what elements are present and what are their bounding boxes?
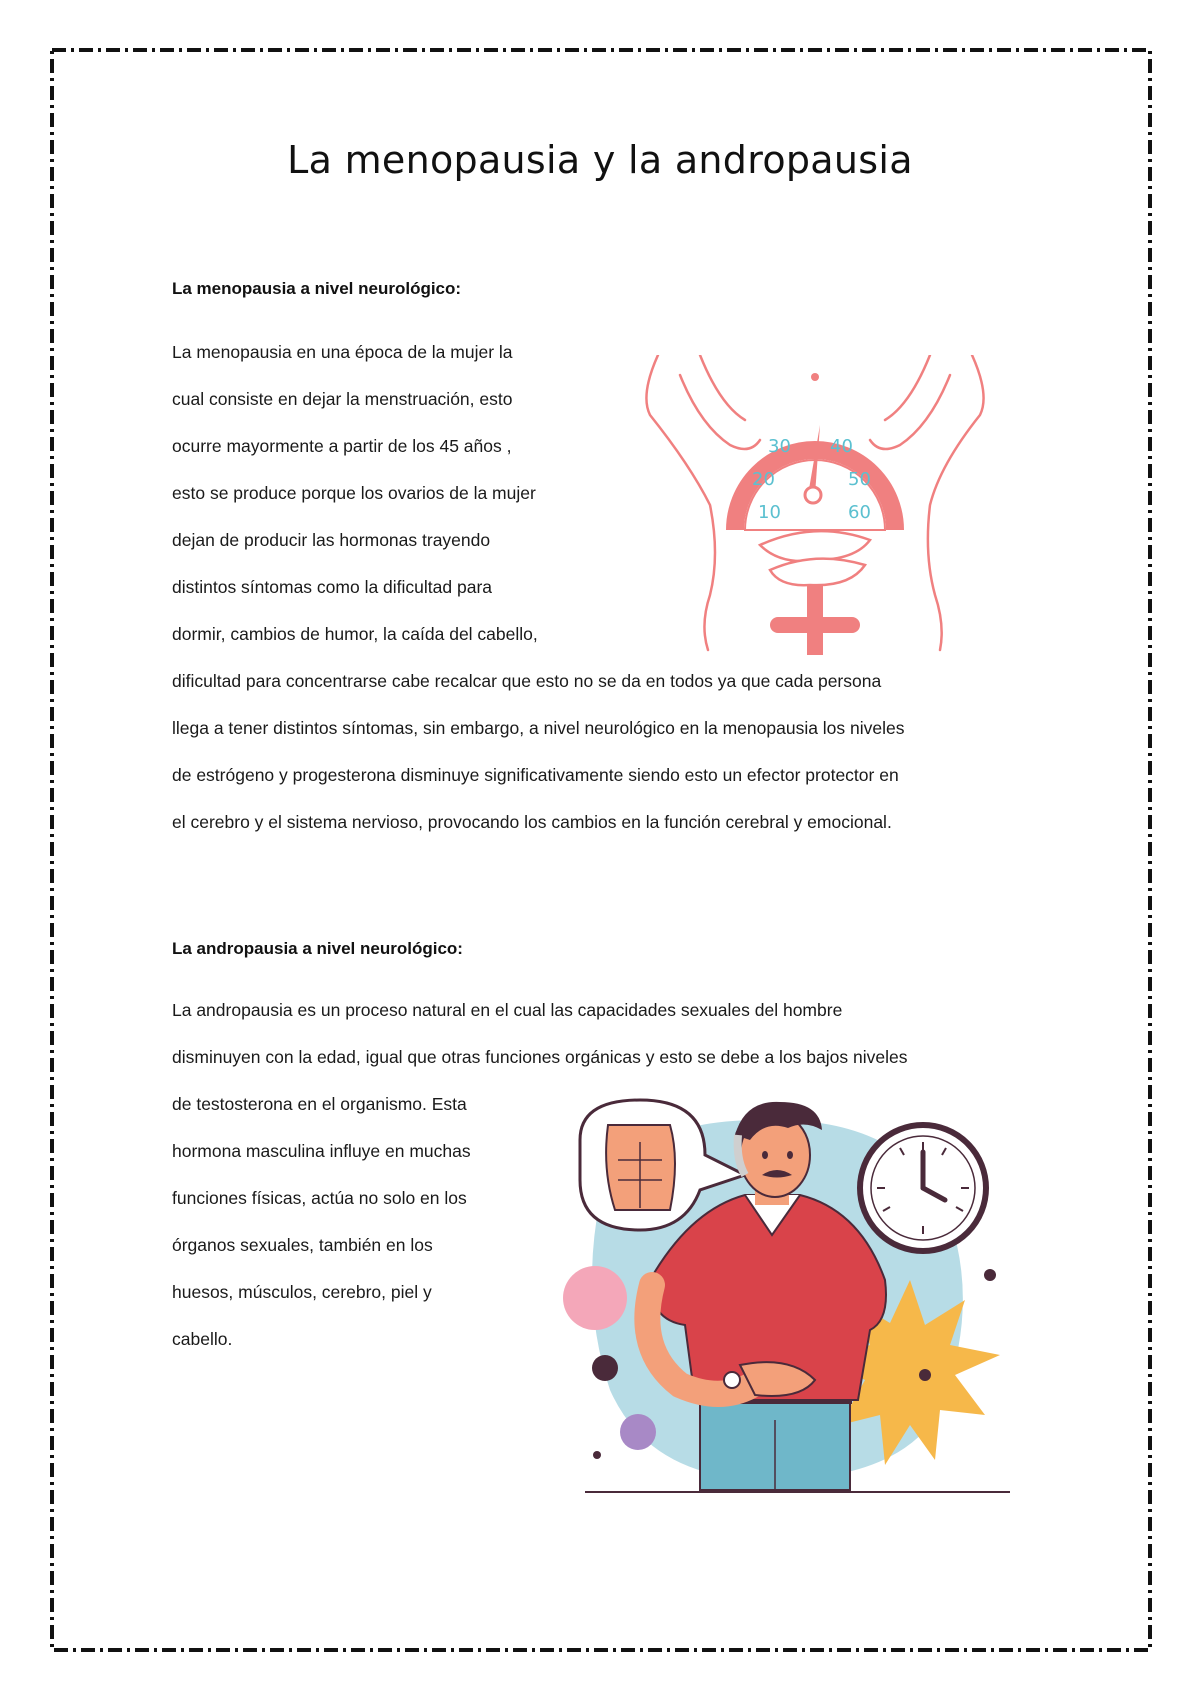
text-line: cual consiste en dejar la menstruación, esto [172,389,513,409]
text-line: funciones físicas, actúa no solo en los [172,1188,467,1208]
text-line: ocurre mayormente a partir de los 45 años , [172,436,512,456]
clock-label: 40 [830,436,853,457]
text-line: de testosterona en el organismo. Esta [172,1094,467,1114]
text-line: cabello. [172,1329,233,1349]
text-line: llega a tener distintos síntomas, sin embargo, a nivel neurológico en la menopausia los niveles [172,718,905,738]
clock-label: 20 [752,469,775,490]
text-line: distintos síntomas como la dificultad para [172,577,493,597]
text-line: hormona masculina influye en muchas [172,1141,471,1161]
clock-label: 60 [848,502,871,523]
andropause-man-illustration [540,1080,1040,1510]
clock-label: 30 [768,436,791,457]
text-line: dormir, cambios de humor, la caída del cabello, [172,624,538,644]
text-line: La menopausia en una época de la mujer la [172,342,513,362]
clock-label: 50 [848,469,871,490]
text-line: de estrógeno y progesterona disminuye significativamente siendo esto un efector protector en [172,765,899,785]
text-line: La andropausia es un proceso natural en el cual las capacidades sexuales del hombre [172,1000,843,1020]
clock-label: 10 [758,502,781,523]
text-line: órganos sexuales, también en los [172,1235,433,1255]
text-line: huesos, músculos, cerebro, piel y [172,1282,432,1302]
menopause-body-clock-illustration [640,355,990,655]
section-heading-menopause: La menopausia a nivel neurológico: [172,279,462,298]
text-line: disminuyen con la edad, igual que otras funciones orgánicas y esto se debe a los bajos niveles [172,1047,908,1067]
section-heading-andropause: La andropausia a nivel neurológico: [172,939,463,958]
text-line: esto se produce porque los ovarios de la mujer [172,483,536,503]
text-line: el cerebro y el sistema nervioso, provocando los cambios en la función cerebral y emocional. [172,812,892,832]
page-title: La menopausia y la andropausia [287,138,913,182]
text-line: dificultad para concentrarse cabe recalcar que esto no se da en todos ya que cada persona [172,671,882,691]
text-line: dejan de producir las hormonas trayendo [172,530,491,550]
